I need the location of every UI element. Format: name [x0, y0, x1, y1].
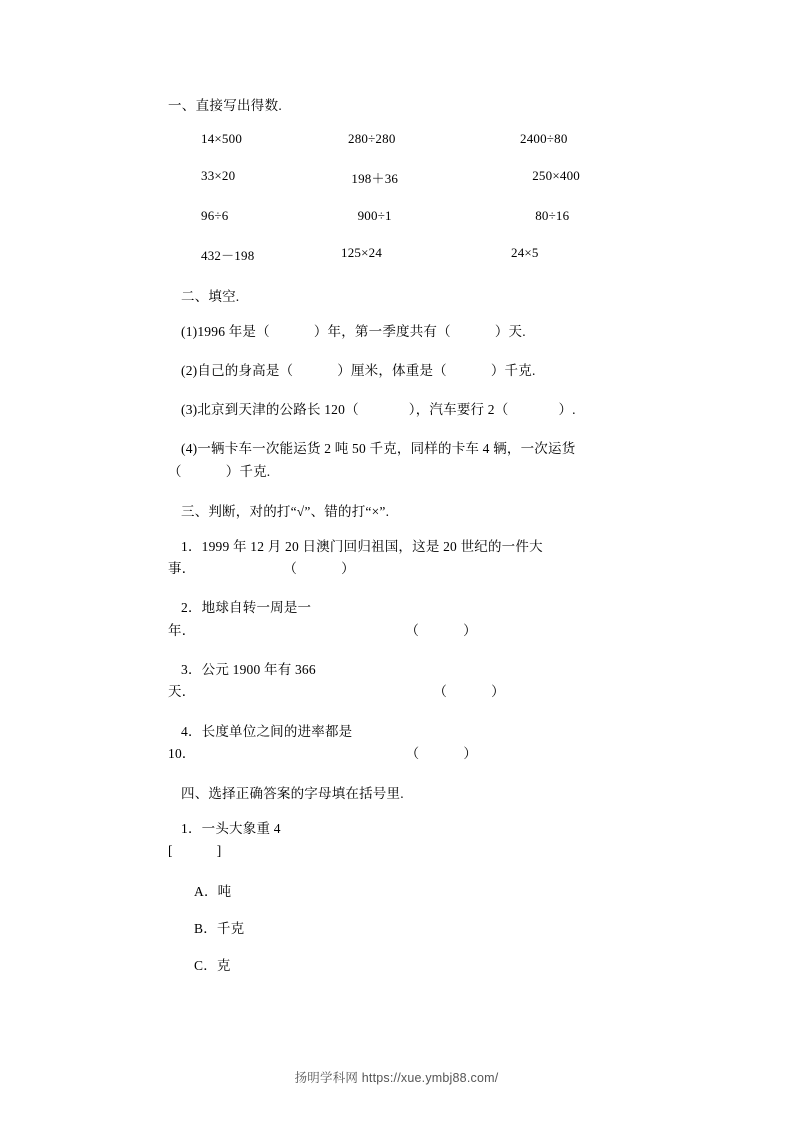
answer-bracket-open: [	[168, 843, 173, 859]
judge-question-1	[168, 536, 673, 581]
fill-blank-text: (1)1996 年是（	[181, 323, 270, 339]
arithmetic-row	[201, 168, 673, 187]
arithmetic-item: 900÷1	[357, 207, 392, 223]
judge-tail: 年．	[168, 622, 196, 638]
fill-blank-text: ），汽车要行 2（	[408, 402, 509, 418]
fill-blank-text: ）.	[558, 402, 576, 418]
judge-tail: 10．	[168, 745, 196, 761]
answer-bracket-close: ]	[216, 843, 222, 859]
choice-option-c[interactable]: C．克	[194, 957, 231, 973]
answer-bracket-open: （	[433, 684, 448, 700]
judge-text: 3．公元 1900 年有 366	[181, 661, 316, 677]
arithmetic-row	[201, 208, 673, 224]
answer-bracket-close: ）	[463, 622, 477, 638]
judge-continuation	[168, 620, 673, 642]
choice-option-a[interactable]: A．吨	[194, 883, 232, 899]
section-4-title: 四、选择正确答案的字母填在括号里.	[181, 786, 404, 802]
section-3-title: 三、判断，对的打“√”、错的打“×”.	[181, 503, 390, 519]
arithmetic-item: 250×400	[532, 167, 580, 183]
answer-bracket-open: （	[405, 622, 420, 638]
fill-blank-question-2	[168, 360, 673, 382]
arithmetic-item: 432－198	[201, 247, 255, 263]
section-2-title: 二、填空.	[181, 288, 240, 304]
arithmetic-item: 125×24	[341, 244, 383, 260]
judge-text: 2．地球自转一周是一	[181, 600, 312, 616]
judge-question-4	[168, 721, 673, 766]
arithmetic-grid	[168, 131, 673, 264]
arithmetic-item: 14×500	[201, 130, 243, 146]
choice-answer-line	[168, 840, 673, 862]
fill-blank-text: (3)北京到天津的公路长 120（	[181, 402, 359, 418]
fill-blank-text: (2)自己的身高是（	[181, 362, 294, 378]
answer-bracket-open: （	[283, 561, 298, 577]
fill-blank-question-3	[168, 399, 673, 421]
fill-blank-question-4	[168, 438, 673, 483]
judge-continuation	[168, 681, 673, 703]
fill-blank-text: （	[168, 463, 182, 479]
judge-text: 1．1999 年 12 月 20 日澳门回归祖国，这是 20 世纪的一件大	[181, 538, 543, 554]
fill-blank-text: (4)一辆卡车一次能运货 2 吨 50 千克，同样的卡车 4 辆，一次运货	[181, 441, 576, 457]
arithmetic-item: 198＋36	[351, 170, 399, 186]
arithmetic-item: 96÷6	[201, 207, 229, 223]
fill-blank-continuation	[168, 461, 673, 483]
judge-tail: 天．	[168, 684, 196, 700]
footer-watermark: 扬明学科网 https://xue.ymbj88.com/	[294, 1071, 499, 1085]
choice-question-text: 1．一头大象重 4	[181, 821, 281, 837]
fill-blank-question-1	[168, 321, 673, 343]
judge-question-3	[168, 659, 673, 704]
judge-text: 4．长度单位之间的进率都是	[181, 723, 353, 739]
arithmetic-item: 280÷280	[348, 130, 396, 146]
section-1-title: 一、直接写出得数.	[168, 98, 283, 113]
fill-blank-text: ）厘米，体重是（	[337, 362, 447, 378]
arithmetic-row	[201, 131, 673, 147]
choice-question-1	[168, 818, 673, 863]
fill-blank-text: ）天.	[494, 323, 526, 339]
answer-bracket-close: ）	[463, 745, 478, 761]
judge-tail: 事．	[168, 561, 196, 577]
answer-bracket-open: （	[405, 745, 420, 761]
arithmetic-row	[201, 245, 673, 264]
arithmetic-item: 80÷16	[535, 207, 570, 223]
fill-blank-text: ）千克.	[490, 362, 536, 378]
answer-bracket-close: ）	[341, 561, 355, 577]
arithmetic-item: 2400÷80	[520, 130, 568, 146]
arithmetic-item: 24×5	[511, 244, 539, 260]
answer-bracket-close: ）	[491, 684, 505, 700]
judge-question-2	[168, 597, 673, 642]
fill-blank-text: ）年，第一季度共有（	[313, 323, 451, 339]
fill-blank-text: ）千克.	[225, 463, 271, 479]
arithmetic-item: 33×20	[201, 167, 236, 183]
judge-continuation	[168, 558, 673, 580]
choice-option-b[interactable]: B．千克	[194, 920, 245, 936]
judge-continuation	[168, 743, 673, 765]
